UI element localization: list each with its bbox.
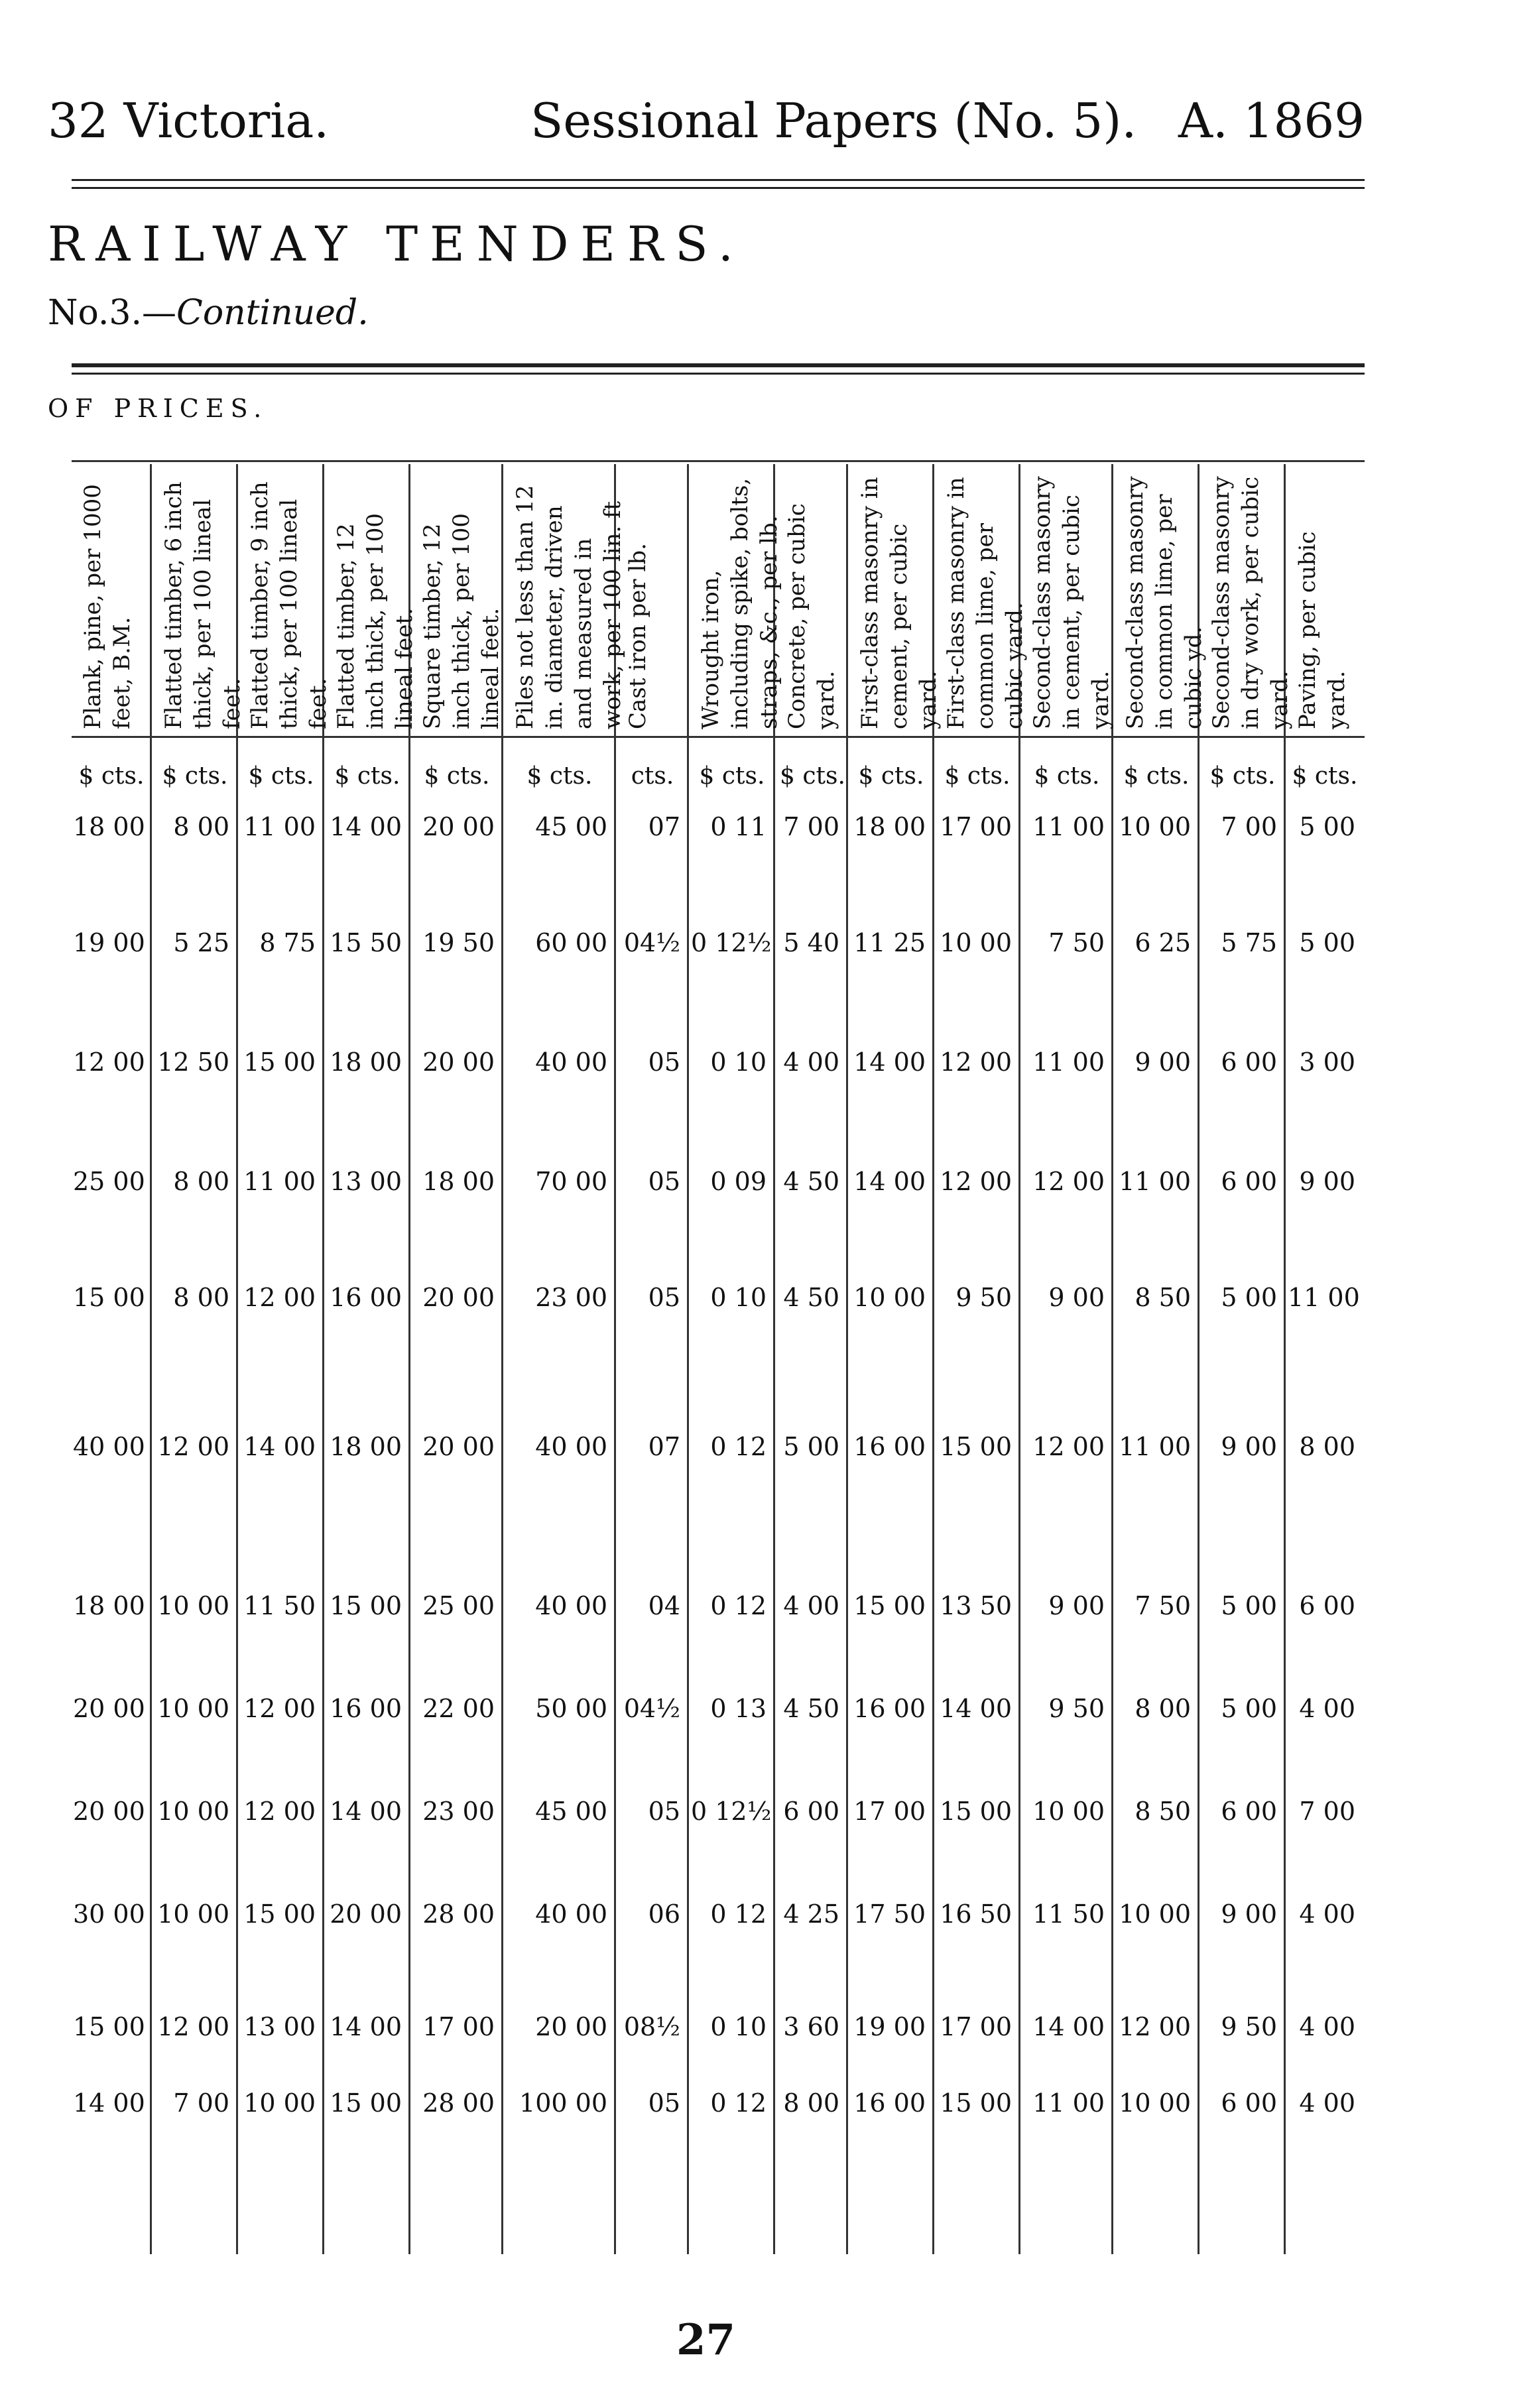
header-center: Sessional Papers (No. 5). — [530, 93, 1137, 149]
table-cell: 4 00 — [783, 1591, 839, 1620]
table-cell: 11 00 — [1032, 2088, 1105, 2118]
table-cell: 11 50 — [1032, 1899, 1105, 1929]
table-cell: 15 00 — [853, 1591, 926, 1620]
table-cell: 11 00 — [1119, 1167, 1191, 1196]
table-cell: 11 00 — [1032, 1048, 1105, 1077]
table-cell: 18 00 — [73, 1591, 145, 1620]
table-cell: 5 00 — [1299, 812, 1355, 841]
table-cell: 15 00 — [940, 1432, 1012, 1461]
table-cell: 25 00 — [422, 1591, 495, 1620]
table-cell: 20 00 — [422, 1048, 495, 1077]
table-cell: 12 00 — [1032, 1167, 1105, 1196]
column-divider — [932, 464, 934, 2254]
table-cell: 9 00 — [1048, 1591, 1105, 1620]
page-title: RAILWAY TENDERS. — [48, 216, 745, 272]
column-unit: $ cts. — [248, 762, 314, 790]
column-header: Piles not less than 12 in. diameter, driven and measured in work, per 100 lin. ft — [512, 485, 626, 729]
column-divider — [1198, 464, 1199, 2254]
header-left: 32 Victoria. — [48, 93, 330, 149]
column-unit: $ cts. — [858, 762, 924, 790]
table-cell: 5 40 — [783, 928, 839, 957]
table-cell: 28 00 — [422, 2088, 495, 2118]
table-cell: 60 00 — [535, 928, 607, 957]
table-cell: 8 50 — [1135, 1283, 1191, 1312]
column-unit: $ cts. — [334, 762, 400, 790]
column-header: Cast iron per lb. — [625, 543, 651, 729]
column-header: Second-class masonry in dry work, per cubic yard. — [1208, 476, 1293, 729]
table-cell: 14 00 — [1032, 2012, 1105, 2041]
table-cell: 4 50 — [783, 1283, 839, 1312]
table-cell: 0 10 — [710, 1283, 767, 1312]
table-cell: 30 00 — [73, 1899, 145, 1929]
table-cell: 20 00 — [73, 1694, 145, 1723]
table-cell: 7 50 — [1135, 1591, 1191, 1620]
table-cell: 11 00 — [1032, 812, 1105, 841]
column-unit: cts. — [631, 762, 674, 790]
table-cell: 40 00 — [535, 1048, 607, 1077]
table-cell: 11 00 — [1288, 1283, 1360, 1312]
column-header: Second-class masonry in cement, per cubic yard. — [1029, 476, 1114, 729]
table-cell: 14 00 — [330, 2012, 402, 2041]
table-cell: 6 00 — [1221, 2088, 1277, 2118]
table-cell: 25 00 — [73, 1167, 145, 1196]
table-cell: 05 — [648, 1283, 680, 1312]
table-cell: 07 — [648, 1432, 680, 1461]
table-cell: 5 00 — [1221, 1283, 1277, 1312]
column-divider — [236, 464, 238, 2254]
table-cell: 16 50 — [940, 1899, 1012, 1929]
table-cell: 18 00 — [73, 812, 145, 841]
column-unit: $ cts. — [699, 762, 765, 790]
table-cell: 17 00 — [853, 1797, 926, 1826]
table-cell: 19 50 — [422, 928, 495, 957]
table-cell: 16 00 — [853, 1694, 926, 1723]
table-cell: 15 00 — [940, 2088, 1012, 2118]
table-cell: 12 00 — [243, 1694, 316, 1723]
table-cell: 14 00 — [73, 2088, 145, 2118]
table-cell: 20 00 — [422, 812, 495, 841]
table-cell: 05 — [648, 1048, 680, 1077]
table-cell: 9 00 — [1221, 1432, 1277, 1461]
table-cell: 14 00 — [940, 1694, 1012, 1723]
table-cell: 9 00 — [1221, 1899, 1277, 1929]
table-cell: 0 11 — [710, 812, 767, 841]
table-cell: 0 13 — [710, 1694, 767, 1723]
table-cell: 0 12 — [710, 2088, 767, 2118]
table-cell: 10 00 — [157, 1591, 229, 1620]
table-cell: 9 50 — [1048, 1694, 1105, 1723]
table-cell: 4 00 — [783, 1048, 839, 1077]
column-divider — [150, 464, 152, 2254]
column-header: Wrought iron, including spike, bolts, straps, &c., per lb. — [698, 477, 782, 729]
table-cell: 05 — [648, 2088, 680, 2118]
column-unit: $ cts. — [424, 762, 490, 790]
table-cell: 16 00 — [853, 2088, 926, 2118]
table-cell: 4 50 — [783, 1694, 839, 1723]
table-cell: 8 00 — [173, 1167, 229, 1196]
table-cell: 15 00 — [73, 1283, 145, 1312]
table-cell: 0 09 — [710, 1167, 767, 1196]
table-cell: 20 00 — [422, 1432, 495, 1461]
table-cell: 9 50 — [1221, 2012, 1277, 2041]
table-cell: 0 12½ — [691, 928, 772, 957]
table-cell: 20 00 — [422, 1283, 495, 1312]
table-cell: 20 00 — [535, 2012, 607, 2041]
table-cell: 11 50 — [243, 1591, 316, 1620]
table-cell: 3 00 — [1299, 1048, 1355, 1077]
subtitle-italic: Continued. — [176, 293, 369, 333]
table-cell: 40 00 — [73, 1432, 145, 1461]
table-cell: 40 00 — [535, 1899, 607, 1929]
table-cell: 12 00 — [157, 2012, 229, 2041]
table-cell: 9 50 — [955, 1283, 1012, 1312]
table-cell: 7 50 — [1048, 928, 1105, 957]
header-right: A. 1869 — [1178, 93, 1365, 149]
table-cell: 12 00 — [940, 1167, 1012, 1196]
column-header: Second-class masonry in common lime, per cubic yd. — [1122, 476, 1207, 729]
table-cell: 08½ — [623, 2012, 680, 2041]
table-cell: 12 00 — [1119, 2012, 1191, 2041]
table-cell: 5 00 — [1299, 928, 1355, 957]
table-cell: 19 00 — [73, 928, 145, 957]
column-unit: $ cts. — [780, 762, 845, 790]
column-header: Square timber, 12 inch thick, per 100 lineal feet. — [419, 512, 504, 729]
table-cell: 4 50 — [783, 1167, 839, 1196]
column-divider — [687, 464, 689, 2254]
table-cell: 23 00 — [422, 1797, 495, 1826]
table-cell: 16 00 — [330, 1694, 402, 1723]
column-header: First-class masonry in cement, per cubic yard. — [857, 477, 942, 729]
table-cell: 45 00 — [535, 812, 607, 841]
column-divider — [773, 464, 775, 2254]
table-cell: 17 00 — [940, 2012, 1012, 2041]
table-cell: 23 00 — [535, 1283, 607, 1312]
column-unit: $ cts. — [162, 762, 228, 790]
table-cell: 12 50 — [157, 1048, 229, 1077]
table-cell: 6 00 — [1221, 1167, 1277, 1196]
column-header: Flatted timber, 6 inch thick, per 100 lineal feet. — [160, 481, 245, 729]
subtitle-prefix: No.3.— — [48, 293, 177, 333]
table-cell: 14 00 — [853, 1048, 926, 1077]
table-cell: 40 00 — [535, 1432, 607, 1461]
table-cell: 17 00 — [422, 2012, 495, 2041]
table-cell: 0 12½ — [691, 1797, 772, 1826]
table-cell: 14 00 — [243, 1432, 316, 1461]
table-cell: 10 00 — [243, 2088, 316, 2118]
page-number: 27 — [676, 2315, 736, 2365]
table-cell: 10 00 — [157, 1797, 229, 1826]
table-cell: 0 12 — [710, 1432, 767, 1461]
table-cell: 10 00 — [1119, 1899, 1191, 1929]
table-cell: 13 00 — [330, 1167, 402, 1196]
column-unit: $ cts. — [1034, 762, 1100, 790]
table-cell: 0 12 — [710, 1899, 767, 1929]
table-cell: 20 00 — [73, 1797, 145, 1826]
table-cell: 16 00 — [330, 1283, 402, 1312]
table-cell: 10 00 — [1119, 812, 1191, 841]
table-cell: 13 50 — [940, 1591, 1012, 1620]
table-cell: 11 00 — [1119, 1432, 1191, 1461]
table-cell: 4 25 — [783, 1899, 839, 1929]
table-cell: 06 — [648, 1899, 680, 1929]
column-divider — [1018, 464, 1020, 2254]
table-cell: 14 00 — [330, 1797, 402, 1826]
column-unit: $ cts. — [944, 762, 1011, 790]
table-cell: 3 60 — [783, 2012, 839, 2041]
table-cell: 14 00 — [330, 812, 402, 841]
column-unit: $ cts. — [1123, 762, 1190, 790]
table-cell: 04 — [648, 1591, 680, 1620]
table-cell: 05 — [648, 1797, 680, 1826]
table-cell: 12 00 — [243, 1283, 316, 1312]
table-cell: 45 00 — [535, 1797, 607, 1826]
table-cell: 8 00 — [173, 812, 229, 841]
table-cell: 10 00 — [1119, 2088, 1191, 2118]
column-unit: $ cts. — [1292, 762, 1358, 790]
column-header: First-class masonry in common lime, per cubic yard. — [943, 477, 1028, 729]
column-divider — [501, 464, 503, 2254]
column-divider — [322, 464, 324, 2254]
table-cell: 4 00 — [1299, 2088, 1355, 2118]
table-cell: 04½ — [623, 1694, 680, 1723]
column-header: Flatted timber, 9 inch thick, per 100 lineal feet. — [247, 481, 332, 729]
column-divider — [614, 464, 616, 2254]
column-header: Plank, pine, per 1000 feet, B.M. — [80, 484, 135, 729]
table-cell: 10 00 — [157, 1899, 229, 1929]
table-cell: 22 00 — [422, 1694, 495, 1723]
column-divider — [846, 464, 848, 2254]
column-unit: $ cts. — [1209, 762, 1276, 790]
table-cell: 0 12 — [710, 1591, 767, 1620]
column-unit: $ cts. — [526, 762, 593, 790]
table-cell: 15 50 — [330, 928, 402, 957]
table-cell: 4 00 — [1299, 2012, 1355, 2041]
table-cell: 8 00 — [783, 2088, 839, 2118]
table-cell: 16 00 — [853, 1432, 926, 1461]
table-cell: 15 00 — [73, 2012, 145, 2041]
table-cell: 18 00 — [330, 1048, 402, 1077]
table-cell: 8 00 — [1135, 1694, 1191, 1723]
table-cell: 11 25 — [853, 928, 926, 957]
table-cell: 12 00 — [243, 1797, 316, 1826]
table-cell: 6 00 — [1299, 1591, 1355, 1620]
table-cell: 07 — [648, 812, 680, 841]
table-cell: 5 00 — [783, 1432, 839, 1461]
table-cell: 11 00 — [243, 1167, 316, 1196]
column-divider — [1111, 464, 1113, 2254]
table-cell: 10 00 — [1032, 1797, 1105, 1826]
table-cell: 4 00 — [1299, 1899, 1355, 1929]
column-header: Paving, per cubic yard. — [1294, 531, 1350, 729]
column-header: Concrete, per cubic yard. — [784, 503, 839, 729]
table-cell: 20 00 — [330, 1899, 402, 1929]
table-cell: 7 00 — [1299, 1797, 1355, 1826]
table-cell: 19 00 — [853, 2012, 926, 2041]
table-cell: 28 00 — [422, 1899, 495, 1929]
table-cell: 7 00 — [173, 2088, 229, 2118]
table-cell: 10 00 — [157, 1694, 229, 1723]
table-cell: 40 00 — [535, 1591, 607, 1620]
table-cell: 6 00 — [783, 1797, 839, 1826]
table-cell: 8 00 — [173, 1283, 229, 1312]
table-cell: 6 00 — [1221, 1797, 1277, 1826]
table-cell: 0 10 — [710, 2012, 767, 2041]
table-cell: 9 00 — [1135, 1048, 1191, 1077]
column-header: Flatted timber, 12 inch thick, per 100 lineal feet. — [333, 512, 418, 729]
table-cell: 15 00 — [243, 1899, 316, 1929]
table-cell: 15 00 — [330, 2088, 402, 2118]
table-cell: 8 75 — [259, 928, 316, 957]
table-cell: 9 00 — [1299, 1167, 1355, 1196]
table-cell: 8 00 — [1299, 1432, 1355, 1461]
table-cell: 14 00 — [853, 1167, 926, 1196]
table-cell: 8 50 — [1135, 1797, 1191, 1826]
table-cell: 10 00 — [853, 1283, 926, 1312]
table-cell: 9 00 — [1048, 1283, 1105, 1312]
table-cell: 18 00 — [330, 1432, 402, 1461]
table-cell: 100 00 — [519, 2088, 607, 2118]
table-cell: 15 00 — [330, 1591, 402, 1620]
table-cell: 70 00 — [535, 1167, 607, 1196]
header-bottom-rule — [72, 736, 1365, 738]
table-cell: 12 00 — [940, 1048, 1012, 1077]
section-label: OF PRICES. — [48, 394, 269, 423]
table-cell: 50 00 — [535, 1694, 607, 1723]
table-cell: 05 — [648, 1167, 680, 1196]
table-cell: 12 00 — [1032, 1432, 1105, 1461]
table-cell: 17 50 — [853, 1899, 926, 1929]
table-cell: 0 10 — [710, 1048, 767, 1077]
table-cell: 7 00 — [1221, 812, 1277, 841]
table-cell: 12 00 — [73, 1048, 145, 1077]
table-cell: 18 00 — [853, 812, 926, 841]
column-divider — [408, 464, 410, 2254]
column-divider — [1284, 464, 1286, 2254]
table-cell: 10 00 — [940, 928, 1012, 957]
table-cell: 18 00 — [422, 1167, 495, 1196]
table-cell: 04½ — [623, 928, 680, 957]
table-cell: 6 00 — [1221, 1048, 1277, 1077]
table-cell: 12 00 — [157, 1432, 229, 1461]
table-cell: 5 00 — [1221, 1591, 1277, 1620]
table-cell: 6 25 — [1135, 928, 1191, 957]
table-cell: 5 75 — [1221, 928, 1277, 957]
table-cell: 17 00 — [940, 812, 1012, 841]
table-cell: 15 00 — [243, 1048, 316, 1077]
table-cell: 11 00 — [243, 812, 316, 841]
table-cell: 4 00 — [1299, 1694, 1355, 1723]
column-unit: $ cts. — [78, 762, 145, 790]
table-cell: 5 00 — [1221, 1694, 1277, 1723]
table-cell: 15 00 — [940, 1797, 1012, 1826]
table-cell: 7 00 — [783, 812, 839, 841]
table-cell: 13 00 — [243, 2012, 316, 2041]
table-cell: 5 25 — [173, 928, 229, 957]
